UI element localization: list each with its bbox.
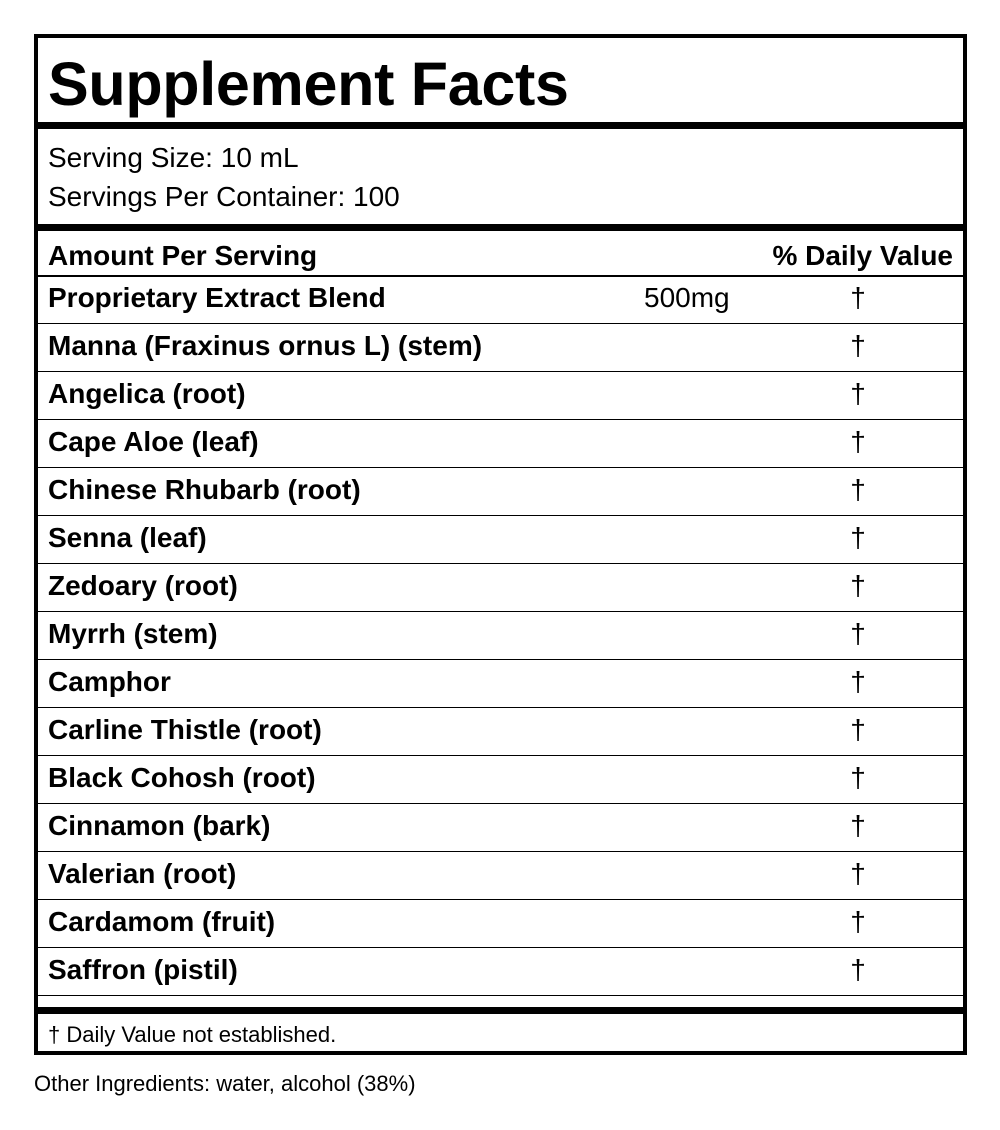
ingredient-name: Camphor <box>48 666 171 697</box>
serving-size: Serving Size: 10 mL <box>48 142 299 173</box>
ingredient-name: Valerian (root) <box>48 858 237 889</box>
table-row <box>38 948 963 996</box>
ingredient-name: Chinese Rhubarb (root) <box>48 474 361 505</box>
ingredient-name: Zedoary (root) <box>48 570 238 601</box>
ingredient-name: Black Cohosh (root) <box>48 762 316 793</box>
table-row <box>38 852 963 900</box>
daily-value-dagger: † <box>850 954 866 985</box>
thick-divider-bottom <box>38 1007 963 1014</box>
table-row <box>38 660 963 708</box>
ingredient-name: Carline Thistle (root) <box>48 714 322 745</box>
table-row <box>38 468 963 516</box>
ingredient-name: Angelica (root) <box>48 378 246 409</box>
ingredient-name: Myrrh (stem) <box>48 618 218 649</box>
table-row <box>38 612 963 660</box>
daily-value-dagger: † <box>850 522 866 553</box>
daily-value-dagger: † <box>850 762 866 793</box>
amount-per-serving-header: Amount Per Serving <box>48 240 318 271</box>
thick-divider-middle <box>38 224 963 231</box>
table-row <box>38 756 963 804</box>
ingredient-name: Cardamom (fruit) <box>48 906 276 937</box>
ingredient-name: Proprietary Extract Blend <box>48 282 386 313</box>
servings-per-container: Servings Per Container: 100 <box>48 181 400 212</box>
daily-value-dagger: † <box>850 282 866 313</box>
table-row <box>38 420 963 468</box>
table-row <box>38 516 963 564</box>
daily-value-dagger: † <box>850 906 866 937</box>
daily-value-dagger: † <box>850 426 866 457</box>
other-ingredients: Other Ingredients: water, alcohol (38%) <box>34 1071 416 1096</box>
table-row <box>38 804 963 852</box>
thick-divider-top <box>38 122 963 129</box>
table-row <box>38 276 963 324</box>
ingredient-name: Senna (leaf) <box>48 522 207 553</box>
daily-value-dagger: † <box>850 378 866 409</box>
ingredient-name: Manna (Fraxinus ornus L) (stem) <box>48 330 483 361</box>
panel-title: Supplement Facts <box>48 50 569 118</box>
table-row <box>38 324 963 372</box>
ingredient-name: Cape Aloe (leaf) <box>48 426 259 457</box>
ingredient-amount: 500mg <box>644 282 730 313</box>
ingredient-name: Saffron (pistil) <box>48 954 238 985</box>
daily-value-dagger: † <box>850 618 866 649</box>
supplement-facts-panel <box>34 34 967 1055</box>
daily-value-header: % Daily Value <box>772 240 953 271</box>
table-row <box>38 900 963 948</box>
table-row <box>38 564 963 612</box>
daily-value-dagger: † <box>850 570 866 601</box>
daily-value-dagger: † <box>850 666 866 697</box>
daily-value-dagger: † <box>850 330 866 361</box>
footnote: † Daily Value not established. <box>48 1022 337 1047</box>
daily-value-dagger: † <box>850 714 866 745</box>
daily-value-dagger: † <box>850 858 866 889</box>
daily-value-dagger: † <box>850 810 866 841</box>
daily-value-dagger: † <box>850 474 866 505</box>
ingredient-name: Cinnamon (bark) <box>48 810 271 841</box>
table-row <box>38 708 963 756</box>
table-row <box>38 372 963 420</box>
